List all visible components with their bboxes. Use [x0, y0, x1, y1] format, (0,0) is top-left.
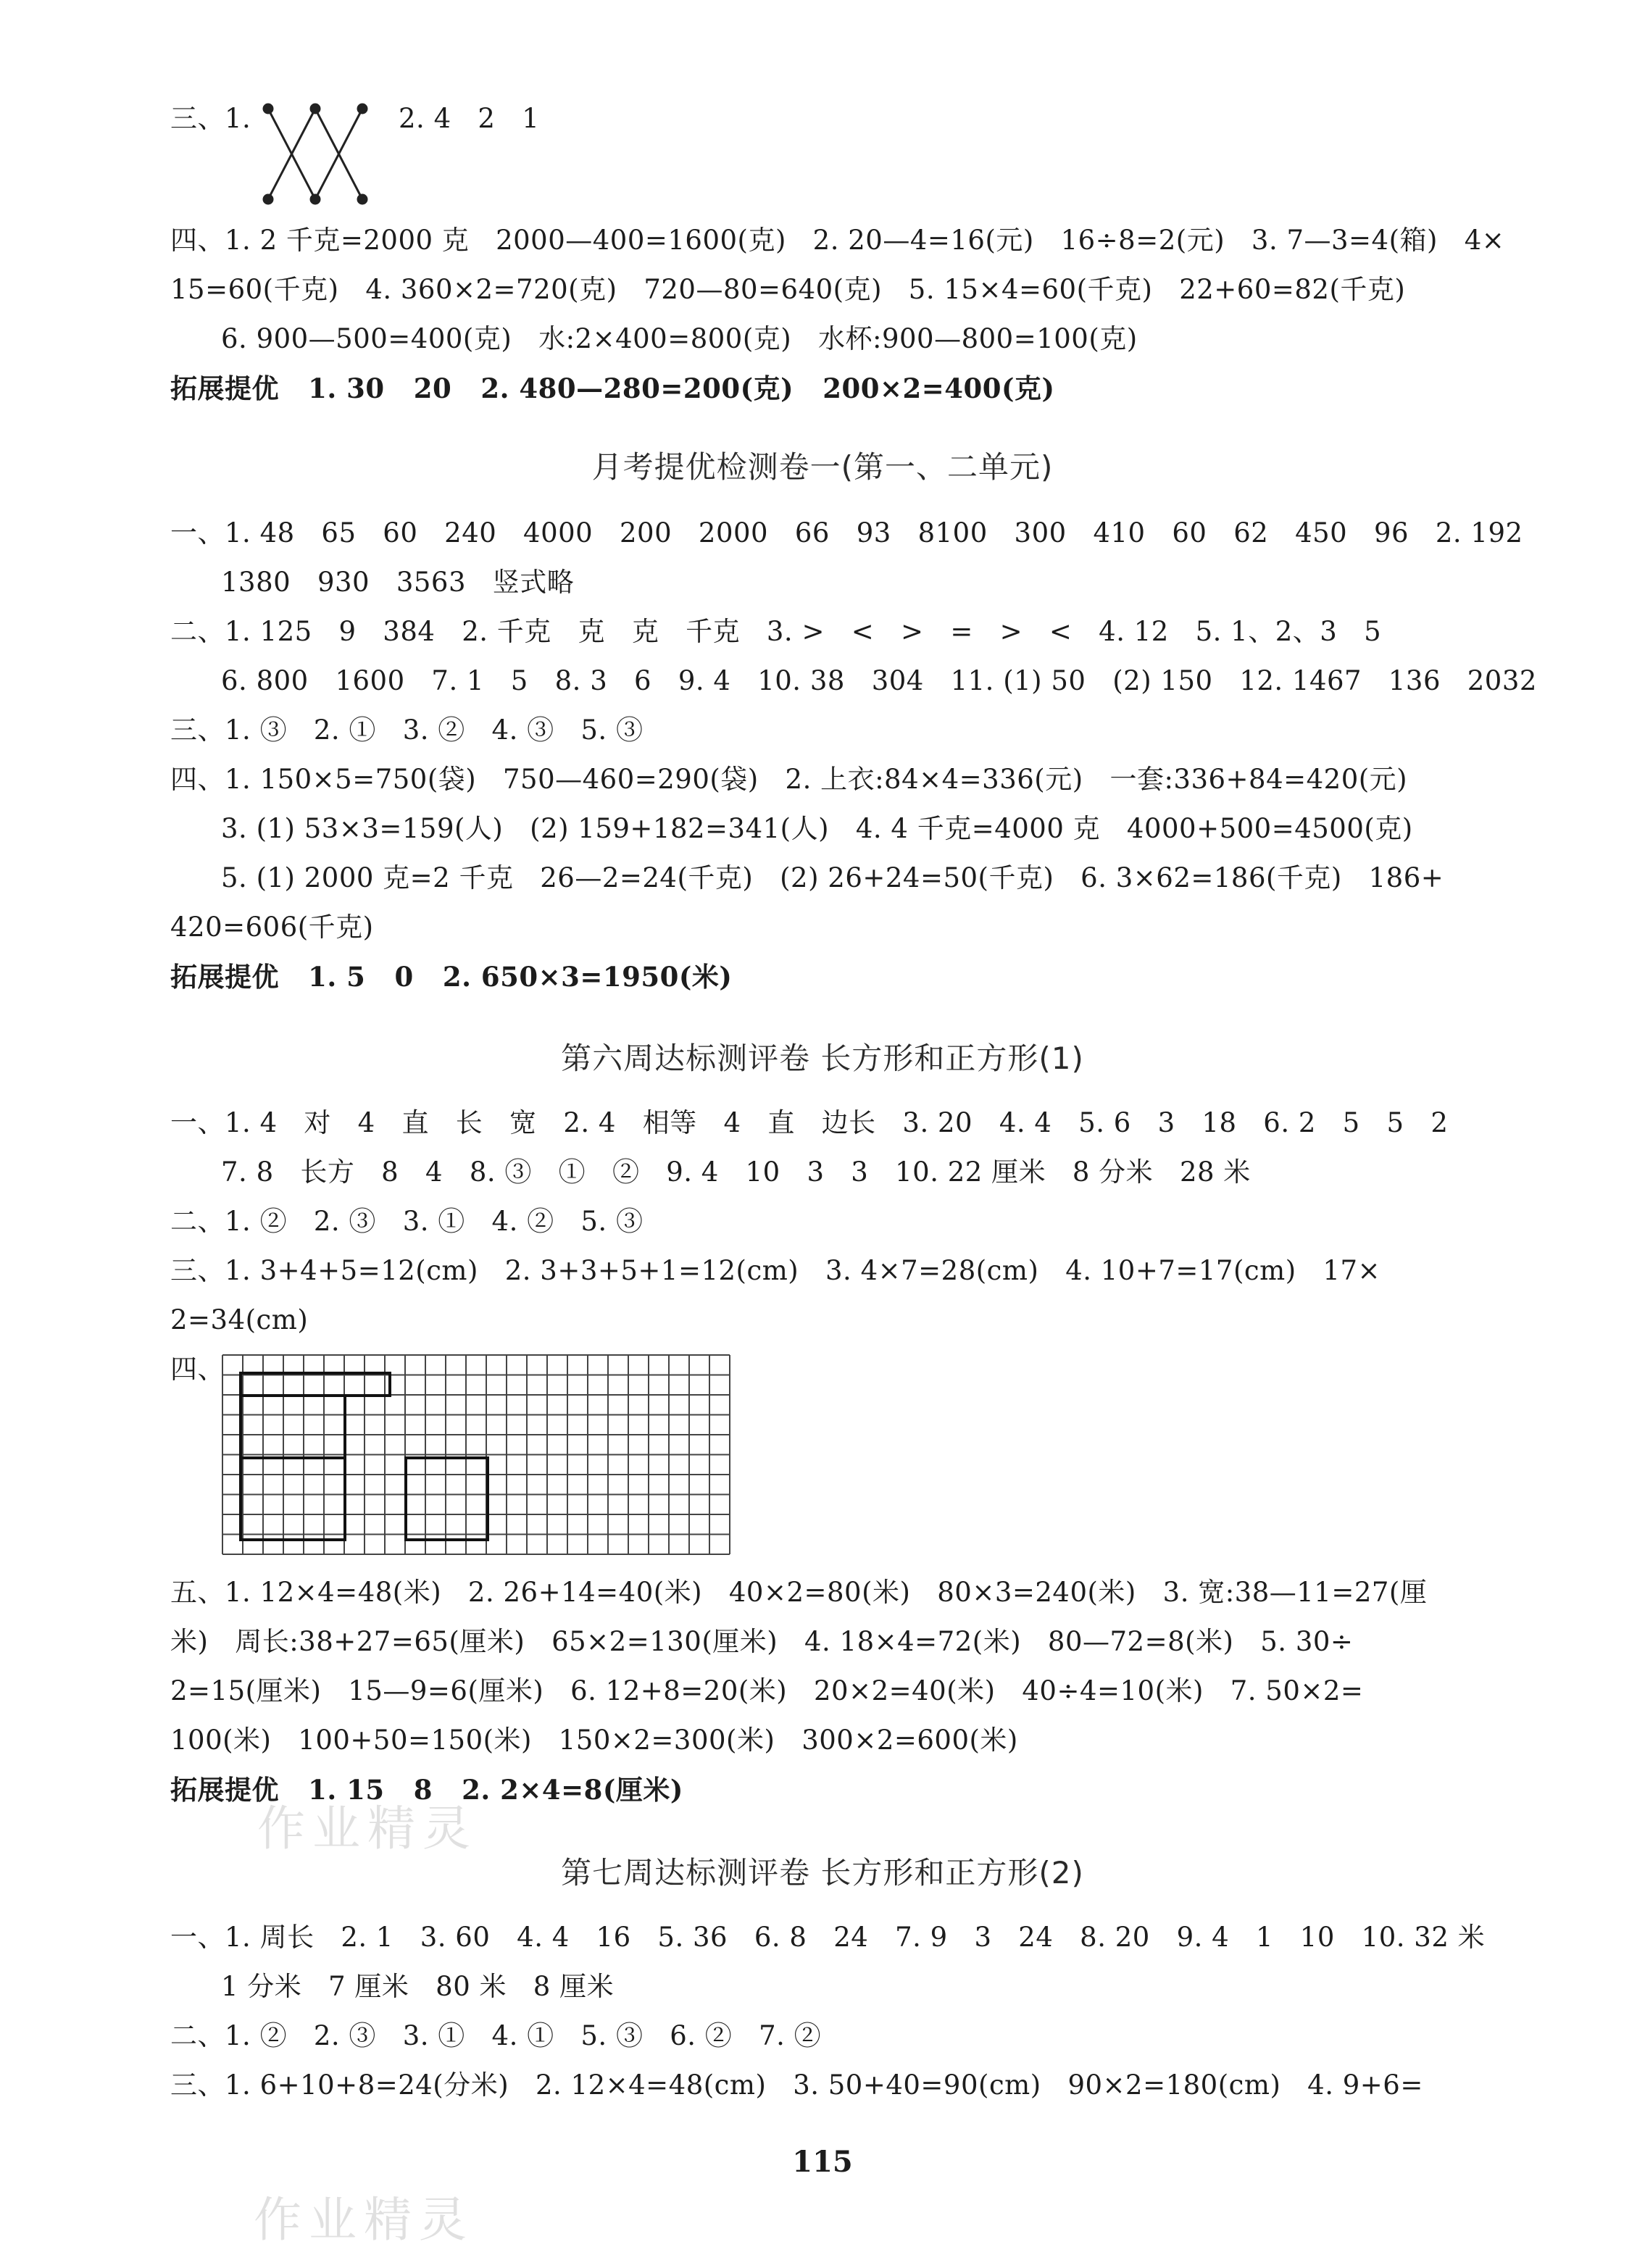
- answer-line: 2=15(厘米) 15—9=6(厘米) 6. 12+8=20(米) 20×2=40(米) 40÷4=10(米) 7. 50×2=: [170, 1675, 1364, 1706]
- answer-line: 420=606(千克): [170, 912, 374, 943]
- answer-line: 米) 周长:38+27=65(厘米) 65×2=130(厘米) 4. 18×4=72(米) 80—72=8(米) 5. 30÷: [170, 1626, 1354, 1657]
- answer-line: 15=60(千克) 4. 360×2=720(克) 720—80=640(克) 5. 15×4=60(千克) 22+60=82(千克): [170, 274, 1406, 305]
- answer-line: 7. 8 长方 8 4 8. ③ ① ② 9. 4 10 3 3 10. 22 厘米 8 分米 28 米: [221, 1156, 1251, 1188]
- section-heading: 第六周达标测评卷 长方形和正方形(1): [561, 1041, 1084, 1076]
- answer-line: 三、1.: [170, 103, 251, 134]
- answer-line: 三、1. ③ 2. ① 3. ② 4. ③ 5. ③: [170, 714, 644, 746]
- answer-line: 2=34(cm): [170, 1304, 309, 1335]
- answer-line: 6. 900—500=400(克) 水:2×400=800(克) 水杯:900—800=100(克): [221, 323, 1138, 354]
- answer-line: 二、1. ② 2. ③ 3. ① 4. ① 5. ③ 6. ② 7. ②: [170, 2020, 822, 2051]
- answer-line: 1 分米 7 厘米 80 米 8 厘米: [221, 1971, 615, 2002]
- grid-shape-rect: [241, 1396, 345, 1458]
- match-dot: [358, 104, 367, 113]
- section-heading: 月考提优检测卷一(第一、二单元): [591, 449, 1054, 485]
- match-dot: [264, 104, 272, 113]
- answer-line: 6. 800 1600 7. 1 5 8. 3 6 9. 4 10. 38 304 11. (1) 50 (2) 150 12. 1467 136 2032: [221, 665, 1537, 696]
- watermark: 作业精灵: [257, 1801, 478, 1856]
- answer-line: 100(米) 100+50=150(米) 150×2=300(米) 300×2=600(米): [170, 1725, 1018, 1756]
- grid-shape-square: [406, 1458, 488, 1540]
- matching-lines-diagram: [261, 101, 377, 210]
- answer-line: 2. 4 2 1: [399, 103, 540, 134]
- grid-shape-rect: [241, 1458, 345, 1540]
- answer-line: 四、1. 150×5=750(袋) 750—460=290(袋) 2. 上衣:84×4=336(元) 一套:336+84=420(元): [170, 764, 1408, 795]
- answer-line: 二、1. 125 9 384 2. 千克 克 克 千克 3. > < > = > < 4. 12 5. 1、2、3 5: [170, 616, 1382, 647]
- answer-line: 一、1. 周长 2. 1 3. 60 4. 4 16 5. 36 6. 8 24 7. 9 3 24 8. 20 9. 4 1 10 10. 32 米: [170, 1922, 1486, 1953]
- match-dot: [358, 195, 367, 204]
- section-heading: 第七周达标测评卷 长方形和正方形(2): [561, 1855, 1084, 1890]
- answer-line: 拓展提优 1. 30 20 2. 480—280=200(克) 200×2=400(克): [170, 372, 1055, 404]
- answer-line: 1380 930 3563 竖式略: [221, 567, 575, 598]
- page-number: 115: [792, 2145, 853, 2179]
- answer-line: 拓展提优 1. 5 0 2. 650×3=1950(米): [170, 961, 733, 993]
- match-dot: [264, 195, 272, 204]
- answer-line: 三、1. 3+4+5=12(cm) 2. 3+3+5+1=12(cm) 3. 4×7=28(cm) 4. 10+7=17(cm) 17×: [170, 1255, 1381, 1286]
- match-dot: [311, 104, 320, 113]
- answer-line: 一、1. 48 65 60 240 4000 200 2000 66 93 8100 300 410 60 62 450 96 2. 192: [170, 517, 1523, 549]
- answer-line: 四、: [170, 1354, 225, 1385]
- answer-line: 3. (1) 53×3=159(人) (2) 159+182=341(人) 4. 4 千克=4000 克 4000+500=4500(克): [221, 813, 1413, 844]
- watermark: 作业精灵: [254, 2192, 474, 2248]
- answer-line: 5. (1) 2000 克=2 千克 26—2=24(千克) (2) 26+24=50(千克) 6. 3×62=186(千克) 186+: [221, 862, 1444, 893]
- answer-line: 一、1. 4 对 4 直 长 宽 2. 4 相等 4 直 边长 3. 20 4. 4 5. 6 3 18 6. 2 5 5 2: [170, 1107, 1449, 1138]
- answer-line: 四、1. 2 千克=2000 克 2000—400=1600(克) 2. 20—4=16(元) 16÷8=2(元) 3. 7—3=4(箱) 4×: [170, 225, 1505, 256]
- grid-figure: [221, 1354, 736, 1556]
- match-dot: [311, 195, 320, 204]
- answer-line: 三、1. 6+10+8=24(分米) 2. 12×4=48(cm) 3. 50+40=90(cm) 90×2=180(cm) 4. 9+6=: [170, 2069, 1423, 2101]
- answer-line: 二、1. ② 2. ③ 3. ① 4. ② 5. ③: [170, 1206, 644, 1237]
- answer-line: 拓展提优 1. 15 8 2. 2×4=8(厘米): [170, 1774, 683, 1806]
- answer-line: 五、1. 12×4=48(米) 2. 26+14=40(米) 40×2=80(米) 80×3=240(米) 3. 宽:38—11=27(厘: [170, 1577, 1428, 1608]
